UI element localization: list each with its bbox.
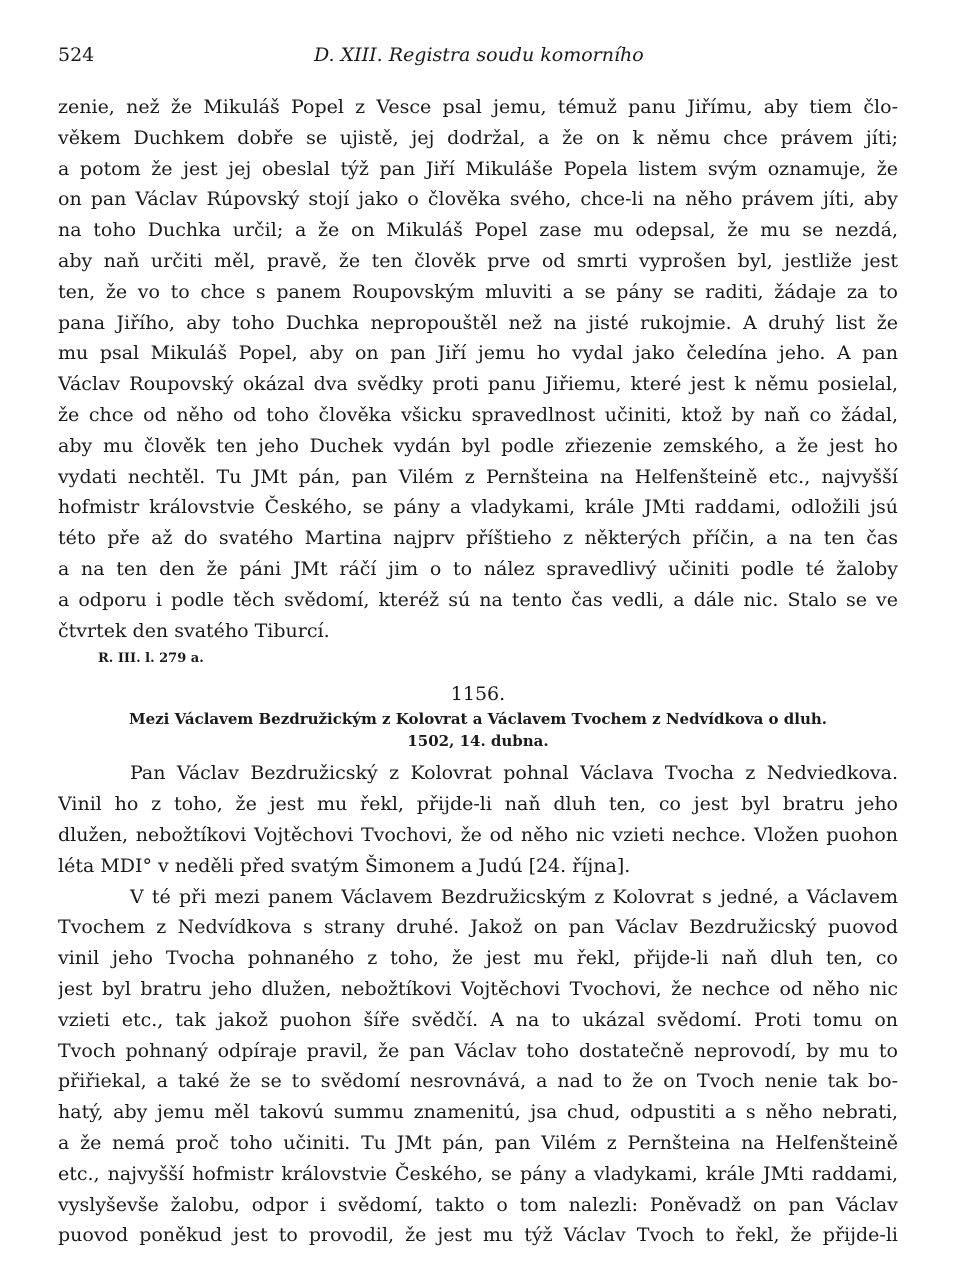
text-line: Pan Václav Bezdružicský z Kolovrat pohnal Václava Tvocha z Nedviedkova.: [130, 762, 898, 785]
text-line: hatý, aby jemu měl takovú summu znamenitú, jsa chud, odpustiti a s něho nebrati,: [58, 1101, 898, 1124]
text-line: Vinil ho z toho, že jest mu řekl, přijde-li naň dluh ten, co jest byl bratru jeho: [58, 793, 898, 816]
page-header: [58, 44, 898, 80]
text-line: věkem Duchkem dobře se ujistě, jej dodržal, a že on k němu chce právem jíti;: [58, 126, 898, 149]
text-line: puovod poněkud jest to provodil, že jest mu týž Václav Tvoch to řekl, že přijde-li: [58, 1224, 898, 1247]
text-line: a odporu i podle těch svědomí, kteréž sú na tento čas vedli, a dále nic. Stalo se ve: [58, 588, 898, 611]
entry-date: 1502, 14. dubna.: [407, 732, 549, 751]
text-line: a že nemá proč toho učiniti. Tu JMt pán, pan Vilém z Pernšteina na Helfenšteině: [58, 1131, 898, 1154]
text-line: čtvrtek den svatého Tiburcí.: [58, 619, 330, 642]
entry-number: 1156.: [450, 683, 506, 706]
text-line: aby naň určiti měl, pravě, že ten člověk prve od smrti vyprošen byl, jestliže jest: [58, 249, 898, 272]
text-line: hofmistr královstvie Českého, se pány a vladykami, krále JMti raddami, odložili jsú: [58, 496, 898, 519]
text-line: a na ten den že páni JMt ráčí jim o to nález spravedlivý učiniti podle té žaloby: [58, 557, 898, 580]
document-page: [58, 44, 898, 1251]
page-number: 524: [58, 44, 95, 66]
continuation-paragraph: [58, 92, 898, 646]
text-line: na toho Duchka určil; a že on Mikuláš Popel zase mu odepsal, že mu se nezdá,: [58, 219, 898, 242]
running-head: D. XIII. Registra soudu komorního: [314, 44, 644, 66]
text-line: vyslyševše žalobu, odpor i svědomí, takto o tom nalezli: Poněvadž on pan Václav: [58, 1193, 898, 1216]
text-line: etc., najvyšší hofmistr královstvie Českého, se pány a vladykami, krále JMti raddami,: [58, 1162, 898, 1185]
text-line: přiřiekal, a také že se to svědomí nesrovnává, a nad to že on Tvoch nenie tak bo-: [58, 1070, 898, 1093]
text-line: ten, že vo to chce s panem Roupovským mluviti a se pány se raditi, žádaje za to: [58, 280, 898, 303]
text-line: vzieti etc., tak jakož puohon šíře svědčí. A na to ukázal svědomí. Proti tomu on: [58, 1008, 898, 1031]
entry-paragraphs: [58, 758, 898, 1251]
text-line: Tvoch pohnaný odpíraje pravil, že pan Václav toho dostatečně neprovodí, by mu to: [58, 1039, 898, 1062]
text-line: dlužen, nebožtíkovi Vojtěchovi Tvochovi, že od něho nic vzieti nechce. Vložen puohon: [58, 823, 898, 846]
text-line: V té při mezi panem Václavem Bezdružicským z Kolovrat s jedné, a Václavem: [130, 885, 898, 908]
text-line: že chce od něho od toho člověka všicku spravedlnost učiniti, ktož by naň co žádal,: [58, 403, 898, 426]
text-line: mu psal Mikuláš Popel, aby on pan Jiří jemu ho vydal jako čeledína jeho. A pan: [58, 342, 898, 365]
text-line: vinil jeho Tvocha pohnaného z toho, že jest mu řekl, přijde-li naň dluh ten, co: [58, 947, 898, 970]
text-line: zenie, než že Mikuláš Popel z Vesce psal jemu, témuž panu Jiřímu, aby tiem člo-: [58, 96, 898, 118]
source-reference: R. III. l. 279 a.: [98, 651, 204, 667]
text-line: léta MDI° v neděli před svatým Šimonem a Judú [24. října].: [58, 854, 631, 877]
entry-title: Mezi Václavem Bezdružickým z Kolovrat a Václavem Tvochem z Nedvídkova o dluh.: [129, 710, 827, 729]
text-line: Tvochem z Nedvídkova s strany druhé. Jakož on pan Václav Bezdružicský puovod: [58, 916, 898, 939]
text-line: aby mu člověk ten jeho Duchek vydán byl podle zřiezenie zemského, a že jest ho: [58, 434, 898, 457]
text-line: vydati nechtěl. Tu JMt pán, pan Vilém z Pernšteina na Helfenšteině etc., najvyšší: [58, 465, 898, 488]
text-line: Václav Roupovský okázal dva svědky proti panu Jiřiemu, které jest k němu posielal,: [58, 373, 898, 396]
text-line: pana Jiřího, aby toho Duchka nepropouštěl než na jisté rukojmie. A druhý list že: [58, 311, 898, 334]
text-line: on pan Václav Rúpovský stojí jako o člověka svého, chce-li na něho právem jíti, aby: [58, 188, 898, 211]
text-line: jest byl bratru jeho dlužen, nebožtíkovi Vojtěchovi Tvochovi, že nechce od něho nic: [58, 977, 898, 1000]
text-line: této pře až do svatého Martina najprv příštieho z některých příčin, a na ten čas: [58, 527, 898, 550]
text-line: a potom že jest jej obeslal týž pan Jiří Mikuláše Popela listem svým oznamuje, že: [58, 157, 898, 180]
